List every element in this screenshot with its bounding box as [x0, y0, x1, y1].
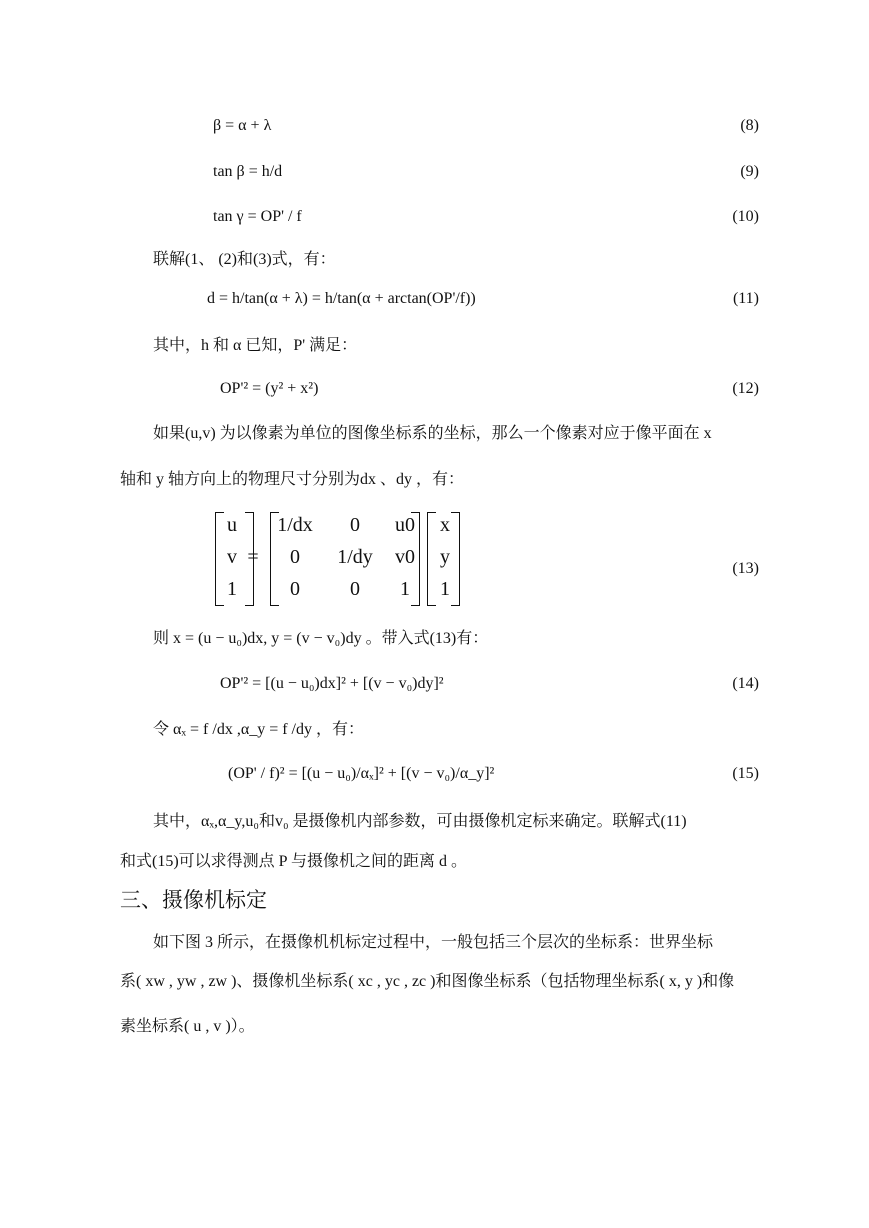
paragraph-text: 其中，αₓ,α_y,u₀和v₀ 是摄像机内部参数，可由摄像机定标来确定。联解式(11)	[153, 813, 687, 830]
matrix-cell: 0	[350, 578, 360, 600]
matrix-cell: 1/dy	[337, 546, 373, 568]
paragraph-text: 则 x = (u − u₀)dx, y = (v − v₀)dy 。带入式(13)有：	[153, 630, 489, 647]
paragraph-text: 素坐标系( u , v )）。	[120, 1018, 255, 1035]
equation-formula: OP'² = [(u − u₀)dx]² + [(v − v₀)dy]²	[220, 675, 444, 692]
matrix-cell: 0	[290, 546, 300, 568]
paragraph-text: 如下图 3 所示，在摄像机机标定过程中，一般包括三个层次的坐标系：世界坐标	[153, 934, 714, 951]
matrix-cell: 1/dx	[277, 514, 313, 536]
equation-number: (13)	[732, 560, 759, 577]
equation-number: (8)	[740, 117, 759, 134]
equation-formula: (OP' / f)² = [(u − u₀)/αₓ]² + [(v − v₀)/α_y]²	[228, 765, 495, 782]
matrix-cell: u0	[395, 514, 415, 536]
matrix-cell: v	[227, 546, 237, 568]
matrix-cell: y	[440, 546, 450, 568]
equation-11	[0, 290, 869, 318]
equation-number: (9)	[740, 163, 759, 180]
equation-number: (15)	[732, 765, 759, 782]
matrix-cell: 0	[290, 578, 300, 600]
equation-number: (12)	[732, 380, 759, 397]
paragraph-text: 其中，h 和 α 已知，P' 满足：	[153, 337, 358, 354]
equation-10	[0, 208, 869, 236]
section-heading: 三、摄像机标定	[120, 888, 267, 912]
equation-8	[0, 117, 869, 145]
matrix-cell: 1	[227, 578, 237, 600]
equation-14	[0, 675, 869, 703]
matrix-cell: 1	[400, 578, 410, 600]
equation-number: (10)	[732, 208, 759, 225]
equation-formula: d = h/tan(α + λ) = h/tan(α + arctan(OP'/f))	[207, 290, 476, 307]
paragraph-text: 令 αₓ = f /dx ,α_y = f /dy ，有：	[153, 721, 365, 738]
equals-sign: =	[247, 546, 259, 568]
matrix-cell: v0	[395, 546, 415, 568]
equation-formula: OP'² = (y² + x²)	[220, 380, 319, 397]
equation-number: (11)	[732, 290, 759, 307]
equation-12	[0, 380, 869, 408]
equation-number: (14)	[732, 675, 759, 692]
equation-formula: tan β = h/d	[213, 163, 283, 180]
paragraph-text: 联解(1、 (2)和(3)式，有：	[153, 251, 336, 268]
paragraph-text: 如果(u,v) 为以像素为单位的图像坐标系的坐标，那么一个像素对应于像平面在 x	[153, 425, 712, 442]
matrix-cell: 0	[350, 514, 360, 536]
paragraph-text: 轴和 y 轴方向上的物理尺寸分别为dx 、dy ，有：	[120, 471, 465, 488]
equation-15	[0, 765, 869, 793]
equation-9	[0, 163, 869, 191]
equation-formula: β = α + λ	[213, 117, 272, 134]
paragraph-text: 和式(15)可以求得测点 P 与摄像机之间的距离 d 。	[120, 853, 467, 870]
matrix-cell: 1	[440, 578, 450, 600]
matrix-cell: u	[227, 514, 237, 536]
equation-formula: tan γ = OP' / f	[213, 208, 302, 225]
equation-13	[0, 560, 869, 588]
matrix-cell: x	[440, 514, 450, 536]
paragraph-text: 系( xw , yw , zw )、摄像机坐标系( xc , yc , zc )和图像坐标系（包括物理坐标系( x, y )和像	[120, 973, 735, 990]
